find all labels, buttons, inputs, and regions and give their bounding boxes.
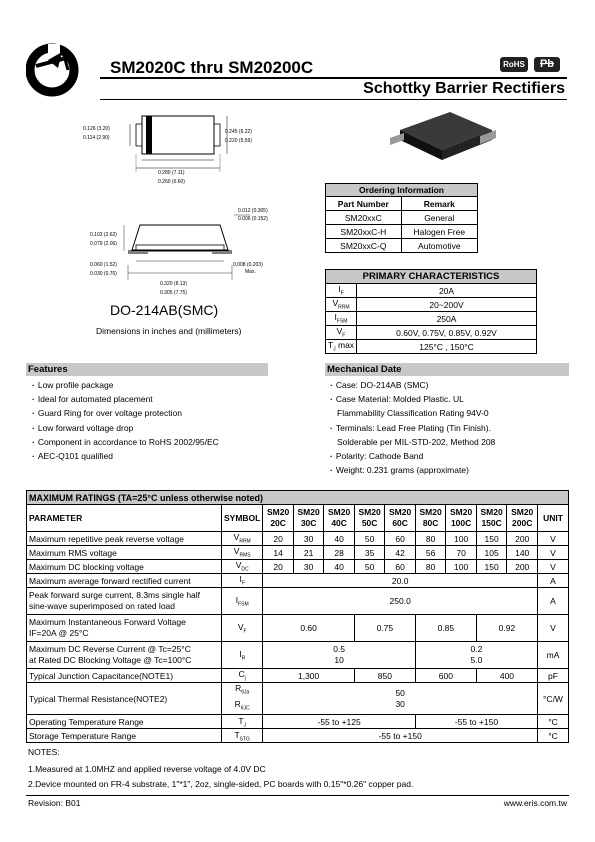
- table-cell: $V_{RMS}$: [222, 546, 263, 560]
- list-item: · Low forward voltage drop: [32, 421, 219, 435]
- company-logo: [26, 38, 84, 100]
- col-unit: UNIT: [538, 505, 569, 532]
- table-cell: 0.5 10: [263, 642, 416, 669]
- table-row: [27, 715, 569, 729]
- list-item: Flammability Classification Rating 94V-0: [337, 408, 489, 419]
- list-item: · Guard Ring for over voltage protection: [32, 406, 219, 420]
- table-cell: 20.0: [263, 574, 538, 588]
- features-list: [32, 378, 219, 463]
- table-cell: Typical Thermal Resistance(NOTE2): [27, 683, 222, 715]
- table-cell: A: [538, 588, 569, 615]
- table-cell: 14: [263, 546, 294, 560]
- table-cell: $R_{\theta Ja}$ $R_{\theta JC}$: [222, 683, 263, 715]
- table-cell: $T_J$: [222, 715, 263, 729]
- table-cell: Operating Temperature Range: [27, 715, 222, 729]
- dim-a2: 0.114 (2.90): [83, 135, 110, 141]
- table-cell: 150: [476, 532, 507, 546]
- col-part: SM20 20C: [263, 505, 294, 532]
- table-cell: 30: [293, 560, 324, 574]
- table-cell: 140: [507, 546, 538, 560]
- dim-g1: 0.008 (0.203): [233, 262, 263, 268]
- table-cell: $I_F$: [326, 284, 357, 298]
- dim-h2: 0.305 (7.75): [160, 290, 187, 296]
- table-cell: 0.60: [263, 615, 355, 642]
- table-cell: V: [538, 560, 569, 574]
- dim-a1: 0.126 (3.20): [83, 126, 110, 132]
- package-name: DO-214AB(SMC): [110, 302, 219, 318]
- package-top-view: [80, 110, 250, 190]
- table-cell: Maximum DC blocking voltage: [27, 560, 222, 574]
- table-cell: SM20xxC-Q: [326, 239, 402, 253]
- table-cell: $I_F$: [222, 574, 263, 588]
- ordering-col-remark: Remark: [401, 197, 477, 211]
- table-cell: 100: [446, 560, 477, 574]
- table-cell: 200: [507, 532, 538, 546]
- dim-g2: Max.: [245, 269, 256, 275]
- title-rule: [100, 77, 567, 79]
- table-cell: °C: [538, 729, 569, 743]
- table-cell: 850: [354, 669, 415, 683]
- table-row: [27, 669, 569, 683]
- table-cell: 70: [446, 546, 477, 560]
- table-cell: 20A: [357, 284, 537, 298]
- table-cell: 105: [476, 546, 507, 560]
- ordering-col-part: Part Number: [326, 197, 402, 211]
- table-cell: 0.92: [476, 615, 537, 642]
- table-cell: 35: [354, 546, 385, 560]
- table-cell: Maximum DC Reverse Current @ Tc=25°C at Rated DC Blocking Voltage @ Tc=100°C: [27, 642, 222, 669]
- list-item: · Terminals: Lead Free Plating (Tin Finish).: [330, 421, 495, 435]
- table-cell: $V_F$: [222, 615, 263, 642]
- footer-rule: [26, 795, 569, 796]
- table-cell: Maximum Instantaneous Forward Voltage IF=20A @ 25°C: [27, 615, 222, 642]
- ratings-title: MAXIMUM RATINGS (TA=25°C unless otherwise noted): [27, 491, 569, 505]
- max-ratings-table: [26, 490, 569, 743]
- table-cell: 100: [446, 532, 477, 546]
- col-parameter: PARAMETER: [27, 505, 222, 532]
- dim-f1: 0.060 (1.52): [90, 262, 117, 268]
- table-cell: General: [401, 211, 477, 225]
- dim-f2: 0.030 (0.76): [90, 271, 117, 277]
- table-cell: 30: [293, 532, 324, 546]
- table-cell: 20~200V: [357, 298, 537, 312]
- table-cell: $I_R$: [222, 642, 263, 669]
- table-cell: $I_{FSM}$: [326, 312, 357, 326]
- dim-c1: 0.280 (7.11): [158, 170, 185, 176]
- table-cell: 50 30: [263, 683, 538, 715]
- table-cell: 50: [354, 560, 385, 574]
- table-cell: $I_{FSM}$: [222, 588, 263, 615]
- table-cell: 125°C , 150°C: [357, 340, 537, 354]
- table-cell: 56: [415, 546, 446, 560]
- table-cell: 600: [415, 669, 476, 683]
- table-row: [27, 574, 569, 588]
- list-item: · Low profile package: [32, 378, 219, 392]
- table-cell: 60: [385, 532, 416, 546]
- col-part: SM20 40C: [324, 505, 355, 532]
- table-cell: 40: [324, 560, 355, 574]
- note-1: 1.Measured at 1.0MHZ and applied reverse voltage of 4.0V DC: [28, 764, 266, 774]
- ordering-table: [325, 183, 478, 253]
- table-cell: -55 to +150: [263, 729, 538, 743]
- table-cell: A: [538, 574, 569, 588]
- table-cell: V: [538, 546, 569, 560]
- table-cell: 50: [354, 532, 385, 546]
- table-cell: 0.2 5.0: [415, 642, 537, 669]
- table-cell: °C: [538, 715, 569, 729]
- table-cell: 28: [324, 546, 355, 560]
- table-cell: 20: [263, 560, 294, 574]
- table-cell: 42: [385, 546, 416, 560]
- footer-url[interactable]: www.eris.com.tw: [503, 798, 567, 808]
- table-row: [27, 683, 569, 715]
- table-cell: Typical Junction Capacitance(NOTE1): [27, 669, 222, 683]
- table-cell: SM20xxC-H: [326, 225, 402, 239]
- table-row: [27, 642, 569, 669]
- table-cell: Automotive: [401, 239, 477, 253]
- col-part: SM20 30C: [293, 505, 324, 532]
- table-cell: 200: [507, 560, 538, 574]
- package-dims-note: Dimensions in inches and (millimeters): [96, 326, 242, 336]
- table-cell: Storage Temperature Range: [27, 729, 222, 743]
- table-cell: 80: [415, 560, 446, 574]
- dim-d1: 0.012 (0.305): [238, 208, 268, 214]
- table-cell: $V_{DC}$: [222, 560, 263, 574]
- table-cell: Maximum RMS voltage: [27, 546, 222, 560]
- dim-c2: 0.260 (6.60): [158, 179, 185, 185]
- primary-characteristics-table: [325, 269, 537, 354]
- list-item: Solderable per MIL-STD-202, Method 208: [337, 436, 496, 447]
- list-item: · Case Material: Molded Plastic. UL: [330, 392, 495, 406]
- table-cell: $T_J$ max: [326, 340, 357, 354]
- table-cell: Halogen Free: [401, 225, 477, 239]
- table-cell: $V_{RRM}$: [326, 298, 357, 312]
- table-cell: 21: [293, 546, 324, 560]
- col-part: SM20 80C: [415, 505, 446, 532]
- list-item: · Ideal for automated placement: [32, 392, 219, 406]
- table-cell: 20: [263, 532, 294, 546]
- table-cell: mA: [538, 642, 569, 669]
- table-cell: 0.85: [415, 615, 476, 642]
- table-cell: 0.60V, 0.75V, 0.85V, 0.92V: [357, 326, 537, 340]
- table-row: [27, 588, 569, 615]
- table-cell: V: [538, 532, 569, 546]
- table-row: [27, 615, 569, 642]
- table-cell: V: [538, 615, 569, 642]
- dim-h1: 0.320 (8.13): [160, 281, 187, 287]
- table-cell: $T_{STG}$: [222, 729, 263, 743]
- table-cell: Maximum repetitive peak reverse voltage: [27, 532, 222, 546]
- notes-title: NOTES:: [28, 747, 60, 757]
- package-image: [380, 100, 500, 170]
- table-cell: $V_F$: [326, 326, 357, 340]
- table-cell: 40: [324, 532, 355, 546]
- table-cell: SM20xxC: [326, 211, 402, 225]
- list-item: · Component in accordance to RoHS 2002/95/EC: [32, 435, 219, 449]
- table-row: [27, 560, 569, 574]
- primary-title: PRIMARY CHARACTERISTICS: [326, 270, 537, 284]
- note-2: 2.Device mounted on FR-4 substrate, 1"*1", 2oz, single-sided, PC boards with 0.15"*0.26" copper pad.: [28, 779, 414, 789]
- page-title: SM2020C thru SM20200C: [110, 58, 314, 77]
- dim-b2: 0.220 (5.59): [225, 138, 252, 144]
- col-part: SM20 60C: [385, 505, 416, 532]
- table-cell: 1,300: [263, 669, 355, 683]
- table-cell: pF: [538, 669, 569, 683]
- dim-e2: 0.079 (2.06): [90, 241, 117, 247]
- col-symbol: SYMBOL: [222, 505, 263, 532]
- table-cell: $V_{RRM}$: [222, 532, 263, 546]
- ordering-title: Ordering Information: [326, 184, 478, 197]
- table-cell: -55 to +125: [263, 715, 416, 729]
- list-item: · AEC-Q101 qualified: [32, 449, 219, 463]
- col-part: SM20 50C: [354, 505, 385, 532]
- table-row: [27, 546, 569, 560]
- table-row: [27, 729, 569, 743]
- table-cell: Peak forward surge current, 8.3ms single half sine-wave superimposed on rated load: [27, 588, 222, 615]
- table-cell: -55 to +150: [415, 715, 537, 729]
- table-cell: 250.0: [263, 588, 538, 615]
- list-item: · Weight: 0.231 grams (approximate): [330, 463, 495, 477]
- table-cell: 150: [476, 560, 507, 574]
- dim-e1: 0.103 (2.62): [90, 232, 117, 238]
- col-part: SM20 200C: [507, 505, 538, 532]
- pb-free-badge: Pb: [534, 57, 560, 72]
- list-item: · Polarity: Cathode Band: [330, 449, 495, 463]
- footer-revision: Revision: B01: [28, 798, 81, 808]
- dim-d2: 0.006 (0.152): [238, 216, 268, 222]
- dim-b1: 0.245 (6.22): [225, 129, 252, 135]
- table-cell: 80: [415, 532, 446, 546]
- table-cell: 60: [385, 560, 416, 574]
- table-cell: 250A: [357, 312, 537, 326]
- table-cell: °C/W: [538, 683, 569, 715]
- features-heading: Features: [26, 363, 268, 376]
- col-part: SM20 150C: [476, 505, 507, 532]
- list-item: · Case: DO-214AB (SMC): [330, 378, 495, 392]
- table-row: [27, 532, 569, 546]
- mechanical-heading: Mechanical Date: [325, 363, 569, 376]
- page-subtitle: Schottky Barrier Rectifiers: [363, 80, 565, 97]
- table-cell: 0.75: [354, 615, 415, 642]
- mechanical-list: [330, 378, 495, 477]
- col-part: SM20 100C: [446, 505, 477, 532]
- table-cell: $C_j$: [222, 669, 263, 683]
- rohs-badge: RoHS: [500, 57, 528, 72]
- table-cell: Maximum average forward rectified current: [27, 574, 222, 588]
- table-cell: 400: [476, 669, 537, 683]
